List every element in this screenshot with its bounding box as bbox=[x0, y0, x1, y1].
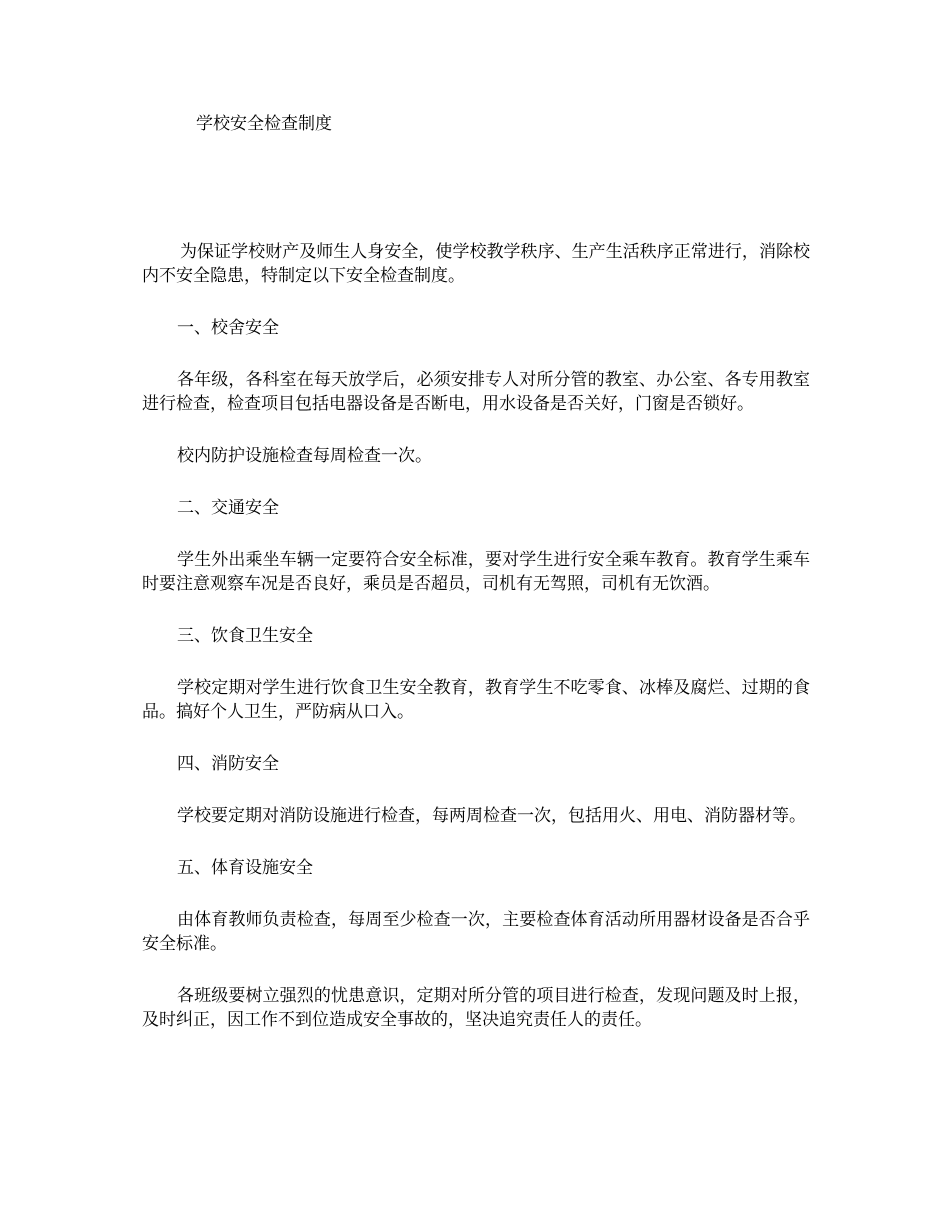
section-heading-sports-facilities: 五、体育设施安全 bbox=[177, 858, 313, 878]
document-title: 学校安全检查制度 bbox=[196, 114, 332, 134]
paragraph-protective-facilities: 校内防护设施检查每周检查一次。 bbox=[177, 446, 432, 466]
intro-paragraph: 为保证学校财产及师生人身安全，使学校教学秩序、生产生活秩序正常进行，消除校内不安全隐患，特制定以下安全检查制度。 bbox=[142, 242, 810, 286]
section-heading-fire-safety: 四、消防安全 bbox=[177, 754, 279, 774]
paragraph-building-inspection: 各年级，各科室在每天放学后，必须安排专人对所分管的教室、办公室、各专用教室进行检查，检查项目包括电器设备是否断电，用水设备是否关好，门窗是否锁好。 bbox=[142, 370, 810, 414]
closing-paragraph: 各班级要树立强烈的忧患意识，定期对所分管的项目进行检查，发现问题及时上报，及时纠正，因工作不到位造成安全事故的，坚决追究责任人的责任。 bbox=[142, 986, 810, 1030]
paragraph-sports-facilities: 由体育教师负责检查，每周至少检查一次，主要检查体育活动所用器材设备是否合乎安全标准。 bbox=[142, 910, 810, 954]
document-body bbox=[142, 240, 810, 1032]
paragraph-food-hygiene: 学校定期对学生进行饮食卫生安全教育，教育学生不吃零食、冰棒及腐烂、过期的食品。搞好个人卫生，严防病从口入。 bbox=[142, 678, 810, 722]
section-heading-traffic-safety: 二、交通安全 bbox=[177, 498, 279, 518]
section-heading-food-hygiene: 三、饮食卫生安全 bbox=[177, 626, 313, 646]
paragraph-traffic-safety: 学生外出乘坐车辆一定要符合安全标准，要对学生进行安全乘车教育。教育学生乘车时要注意观察车况是否良好，乘员是否超员，司机有无驾照，司机有无饮酒。 bbox=[142, 550, 810, 594]
paragraph-fire-safety: 学校要定期对消防设施进行检查，每两周检查一次，包括用火、用电、消防器材等。 bbox=[177, 806, 806, 826]
section-heading-building-safety: 一、校舍安全 bbox=[177, 318, 279, 338]
